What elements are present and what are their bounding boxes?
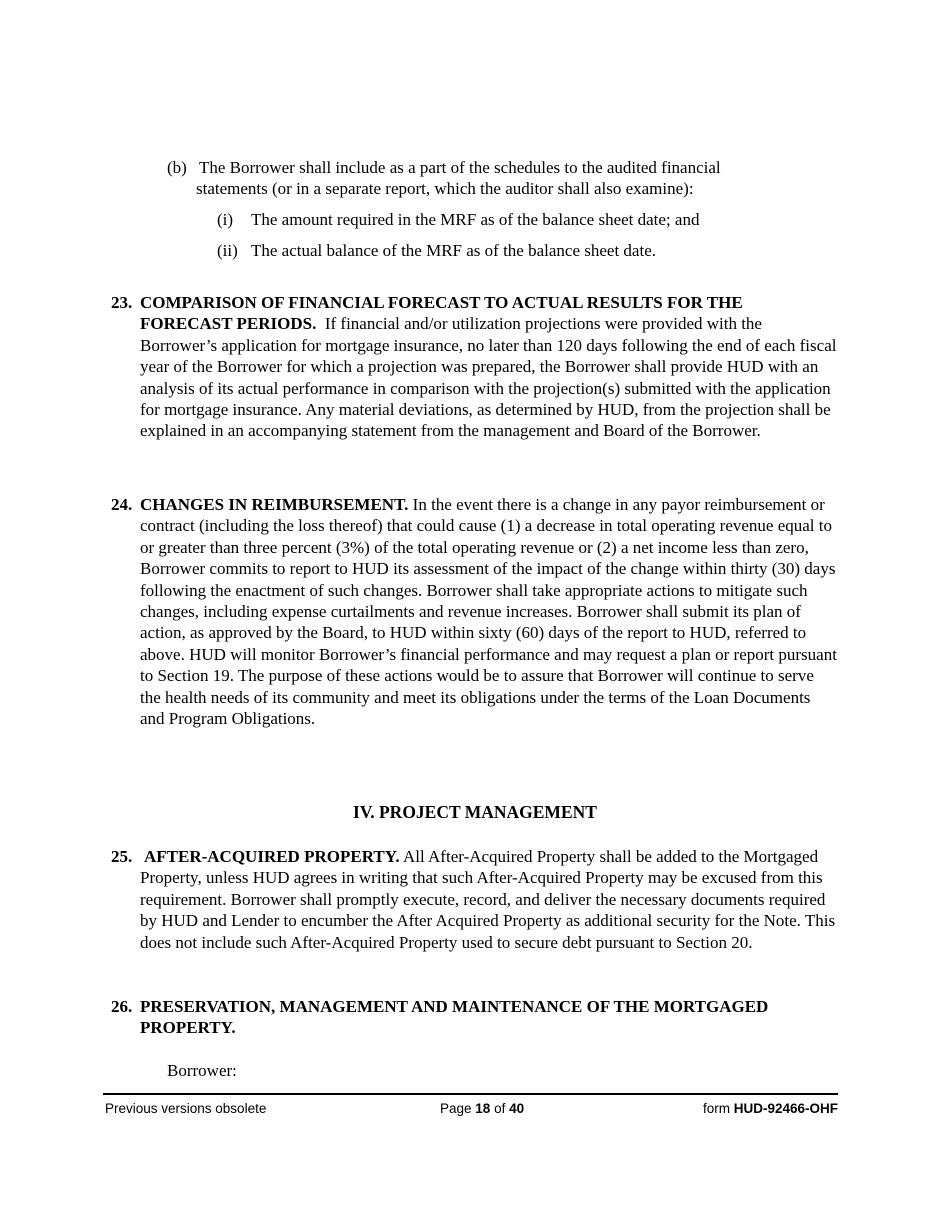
section-24-number: 24. [111, 495, 133, 514]
footer-form-code: HUD-92466-OHF [733, 1101, 838, 1116]
section-23-paragraph [140, 292, 838, 442]
section-23-body: If financial and/or utilization projections were provided with the Borrower’s application for mortgage insurance, no later than 120 days following the end of each fiscal year of the Borrower for which a projection was prepared, the Borrower shall provide HUD with an analysis of its actual performance in comparison with the projection(s) submitted with the application for mortgage insurance. Any material deviations, as determined by HUD, from the projection shall be explained in an accompanying statement from the management and Board of the Borrower. [140, 314, 837, 441]
section-25-title: AFTER-ACQUIRED PROPERTY. [144, 847, 400, 866]
section-23-number: 23. [111, 293, 133, 312]
footer-of-word: of [494, 1101, 506, 1116]
footer-page-current: 18 [475, 1101, 491, 1116]
footer-page-total: 40 [509, 1101, 525, 1116]
footer-rule [103, 1093, 838, 1095]
footer-form-word: form [702, 1101, 730, 1116]
section-24-paragraph [140, 494, 838, 729]
footer-left: Previous versions obsolete [105, 1101, 267, 1116]
section-23-title: COMPARISON OF FINANCIAL FORECAST TO ACTUAL RESULTS FOR THE FORECAST PERIODS. [140, 293, 743, 334]
footer-form-id [703, 1101, 838, 1116]
subitem-ii-text: The actual balance of the MRF as of the balance sheet date. [251, 241, 656, 260]
section-26-title: PRESERVATION, MANAGEMENT AND MAINTENANCE OF THE MORTGAGED PROPERTY. [140, 997, 769, 1038]
section-25-paragraph [140, 846, 838, 953]
item-b-text: The Borrower shall include as a part of the schedules to the audited financial statements (or in a separate report, which the auditor shall also examine): [196, 158, 721, 199]
footer-page-word: Page [440, 1101, 472, 1116]
part-heading: IV. PROJECT MANAGEMENT [353, 802, 597, 822]
section-26-number: 26. [111, 997, 133, 1016]
subitem-i-label: (i) [217, 210, 234, 229]
item-b-label: (b) [167, 158, 187, 177]
section-24-title: CHANGES IN REIMBURSEMENT. [140, 495, 409, 514]
subitem-ii-label: (ii) [217, 241, 238, 260]
subitem-i-text: The amount required in the MRF as of the balance sheet date; and [251, 210, 700, 229]
section-25-number: 25. [111, 847, 133, 866]
section-24-body: In the event there is a change in any payor reimbursement or contract (including the loss thereof) that could cause (1) a decrease in total operating revenue equal to or greater than three percent (3%) of the total operating revenue or (2) a net income less than zero, Borrower commits to report to HUD its assessment of the impact of the change within thirty (30) days following the enactment of such changes. Borrower shall take appropriate actions to mitigate such changes, including expense curtailments and revenue increases. Borrower shall submit its plan of action, as approved by the Board, to HUD within sixty (60) days of the report to HUD, referred to above. HUD will monitor Borrower’s financial performance and may request a plan or report pursuant to Section 19. The purpose of these actions would be to assure that Borrower will continue to serve the health needs of its community and meet its obligations under the terms of the Loan Documents and Program Obligations. [140, 495, 837, 729]
footer-page-number [440, 1101, 524, 1116]
section-26-lead: Borrower: [167, 1061, 237, 1080]
section-25-body: All After-Acquired Property shall be added to the Mortgaged Property, unless HUD agrees in writing that such After-Acquired Property may be excused from this requirement. Borrower shall promptly execute, record, and deliver the necessary documents required by HUD and Lender to encumber the After Acquired Property as additional security for the Note. This does not include such After-Acquired Property used to secure debt pursuant to Section 20. [140, 847, 836, 952]
